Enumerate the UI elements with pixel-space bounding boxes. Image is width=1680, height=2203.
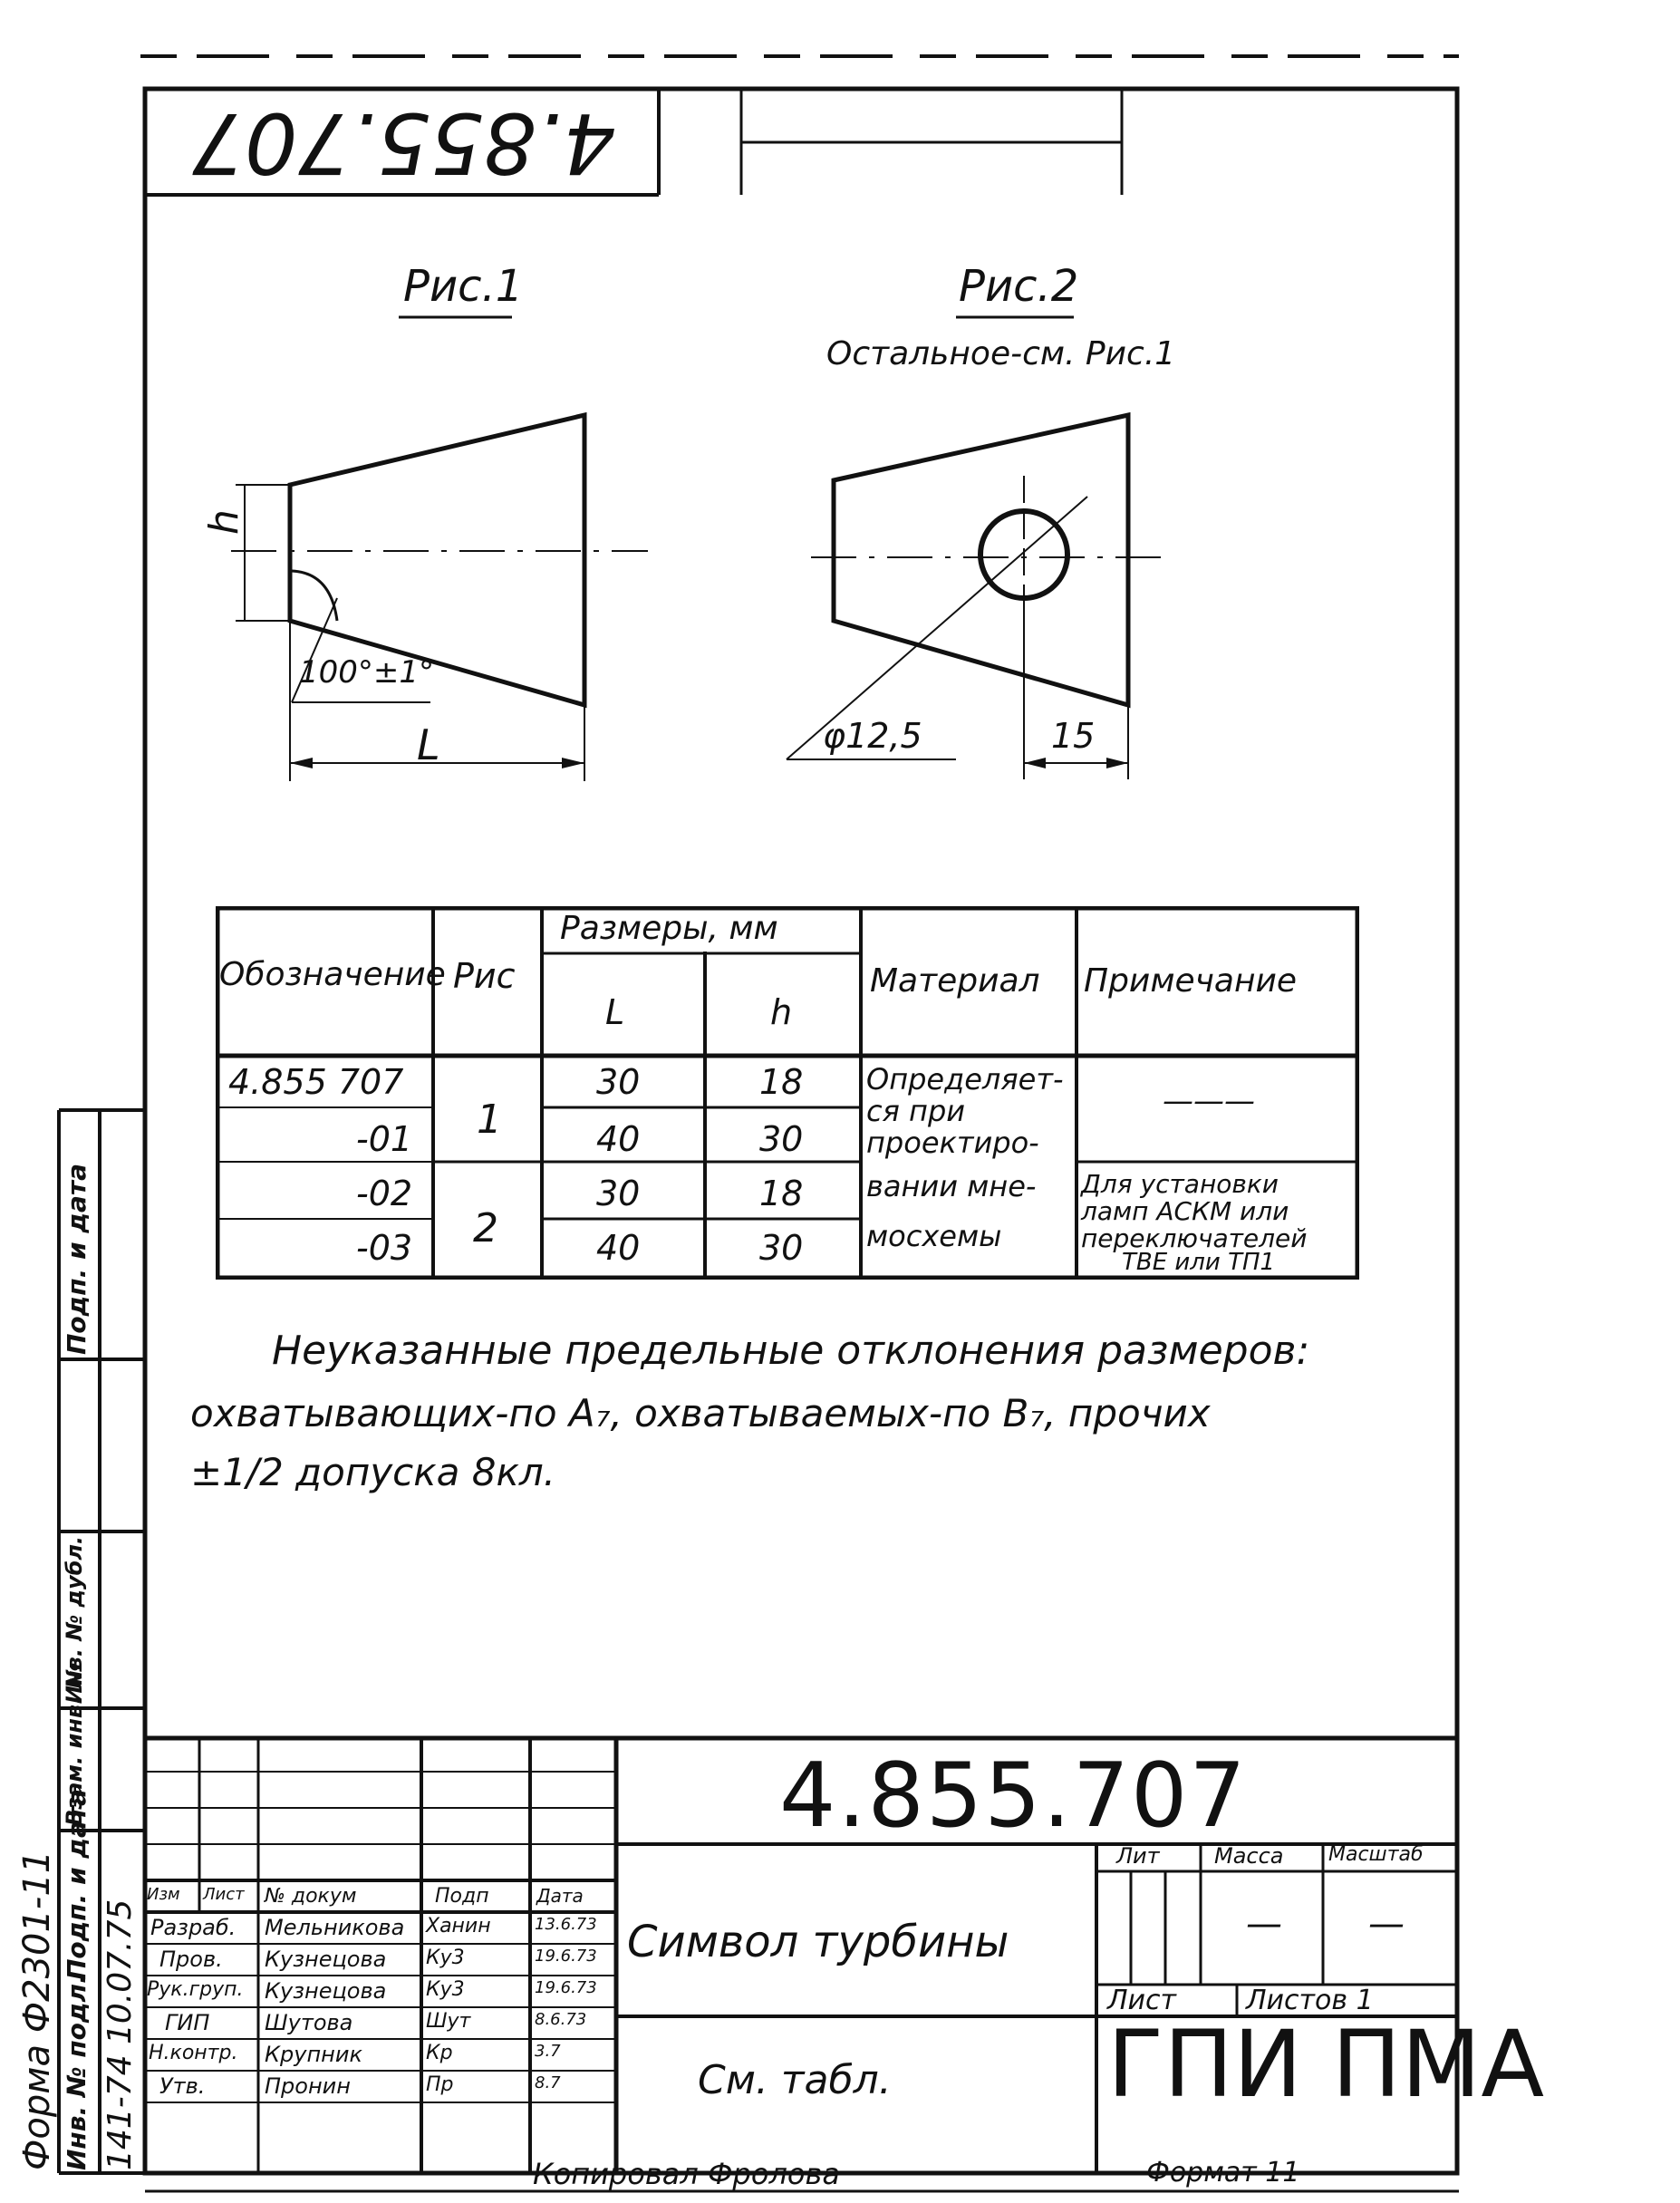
side-label-sign-date-2: Подп. и дата [62, 1163, 92, 1355]
row-height-2: 18 [759, 1174, 804, 1213]
header-note: Примечание [1084, 962, 1298, 1000]
role-group-lead: Рук.груп. [147, 1978, 244, 2001]
col-header-sheet: Лист [203, 1885, 245, 1904]
offset-dimension-label: 15 [1051, 716, 1096, 756]
name-developer: Мельникова [265, 1915, 405, 1940]
side-label-inv-duplicate: Инв. № дубл. [62, 1535, 87, 1704]
note-dash: ——— [1163, 1083, 1255, 1119]
header-height: h [770, 992, 793, 1032]
role-chief-engineer: ГИП [165, 2010, 210, 2035]
row-designation-2: -02 [356, 1174, 413, 1213]
side-label-sign-date-1: Подп. и дата [62, 1788, 92, 1980]
tolerance-note-line-1: Неуказанные предельные отклонения размеров: [272, 1328, 1310, 1374]
part-title: Символ турбины [627, 1917, 1009, 1967]
length-dimension-label: L [417, 720, 440, 769]
tolerance-note-line-3: ±1/2 допуска 8кл. [190, 1450, 556, 1494]
angle-dimension: 100°±1° [299, 654, 435, 691]
sign-developer: Ханин [426, 1915, 491, 1937]
row-length-0: 30 [596, 1062, 641, 1102]
row-designation-3: -03 [356, 1228, 413, 1268]
mass-value: — [1246, 1903, 1282, 1945]
row-designation-0: 4.855 707 [228, 1062, 404, 1102]
organization-name: ГПИ ПМА [1107, 2011, 1545, 2119]
material-line-3: проектиро- [866, 1126, 1039, 1160]
material-reference: См. табл. [698, 2057, 892, 2103]
name-chief-engineer: Шутова [265, 2010, 353, 2035]
row-height-0: 18 [759, 1062, 804, 1102]
material-line-5: мосхемы [866, 1219, 1002, 1253]
header-length: L [605, 992, 625, 1032]
form-label: Форма Ф2301-11 [16, 1850, 58, 2170]
role-checker: Пров. [159, 1947, 223, 1972]
sign-chief-engineer: Шут [426, 2010, 471, 2033]
lit-label: Лит [1116, 1843, 1160, 1869]
designation-number: 4.855.707 [779, 1744, 1248, 1848]
sign-group-lead: Ку3 [426, 1978, 465, 2001]
row-length-3: 40 [596, 1228, 641, 1268]
mass-label: Масса [1214, 1843, 1284, 1869]
header-sizes: Размеры, мм [560, 910, 778, 947]
note-line-1: Для установки [1081, 1169, 1279, 1199]
parts-table [216, 906, 1359, 1280]
figure-2-note: Остальное-см. Рис.1 [826, 335, 1176, 372]
note-line-3: переключателей [1081, 1223, 1308, 1253]
name-standards-control: Крупник [265, 2042, 362, 2067]
header-material: Материал [870, 962, 1040, 1000]
date-checker: 19.6.73 [535, 1947, 597, 1966]
header-figure: Рис [453, 956, 516, 996]
top-number-stamp: 4.855.707 [191, 94, 616, 191]
name-group-lead: Кузнецова [265, 1978, 387, 2004]
role-approved: Утв. [159, 2073, 206, 2099]
role-standards-control: Н.контр. [149, 2042, 238, 2064]
side-label-inv-original: Инв. № подл. [62, 1974, 92, 2170]
row-figure-1: 1 [477, 1097, 502, 1143]
row-height-3: 30 [759, 1228, 804, 1268]
note-line-2: ламп АСКМ или [1081, 1196, 1289, 1226]
name-checker: Кузнецова [265, 1947, 387, 1972]
height-dimension-label: h [201, 509, 247, 535]
figure-2-label: Рис.2 [959, 261, 1079, 312]
scale-value: — [1368, 1903, 1405, 1945]
figure-1-label: Рис.1 [403, 261, 524, 312]
material-line-1: Определяет- [866, 1062, 1064, 1097]
material-line-4: вании мне- [866, 1169, 1037, 1203]
role-developer: Разраб. [150, 1915, 237, 1940]
format-label: Формат 11 [1146, 2157, 1300, 2189]
col-header-doc-number: № докум [265, 1885, 357, 1908]
name-approved: Пронин [265, 2073, 351, 2099]
row-length-1: 40 [596, 1119, 641, 1159]
material-line-2: ся при [866, 1094, 966, 1128]
sheet-label: Лист [1107, 1985, 1177, 2016]
col-header-signature: Подп [435, 1885, 489, 1908]
side-handwritten-record: 141-74 10.07.75 [101, 1899, 139, 2170]
row-length-2: 30 [596, 1174, 641, 1213]
tolerance-note-line-2: охватывающих-по A₇, охватываемых-по B₇, прочих [190, 1391, 1211, 1435]
hole-diameter-label: φ12,5 [823, 716, 922, 756]
date-standards-control: 3.7 [535, 2042, 561, 2061]
date-group-lead: 19.6.73 [535, 1978, 597, 1997]
copied-by: Копировал Фролова [533, 2157, 840, 2191]
row-designation-1: -01 [356, 1119, 413, 1159]
row-figure-2: 2 [473, 1205, 498, 1251]
sign-approved: Пр [426, 2073, 454, 2096]
scale-label: Масштаб [1328, 1843, 1424, 1866]
sheets-count-label: Листов 1 [1246, 1985, 1374, 2016]
header-designation: Обозначение [219, 956, 446, 993]
date-developer: 13.6.73 [535, 1915, 597, 1934]
row-height-1: 30 [759, 1119, 804, 1159]
sign-checker: Ку3 [426, 1947, 465, 1969]
date-chief-engineer: 8.6.73 [535, 2010, 587, 2029]
side-label-replace-inv: Взам. инв. № [62, 1662, 87, 1826]
col-header-date: Дата [536, 1885, 584, 1907]
date-approved: 8.7 [535, 2073, 561, 2092]
sign-standards-control: Кр [426, 2042, 453, 2064]
note-line-4: ТВЕ или ТП1 [1122, 1249, 1276, 1276]
col-header-change: Изм [147, 1885, 180, 1904]
